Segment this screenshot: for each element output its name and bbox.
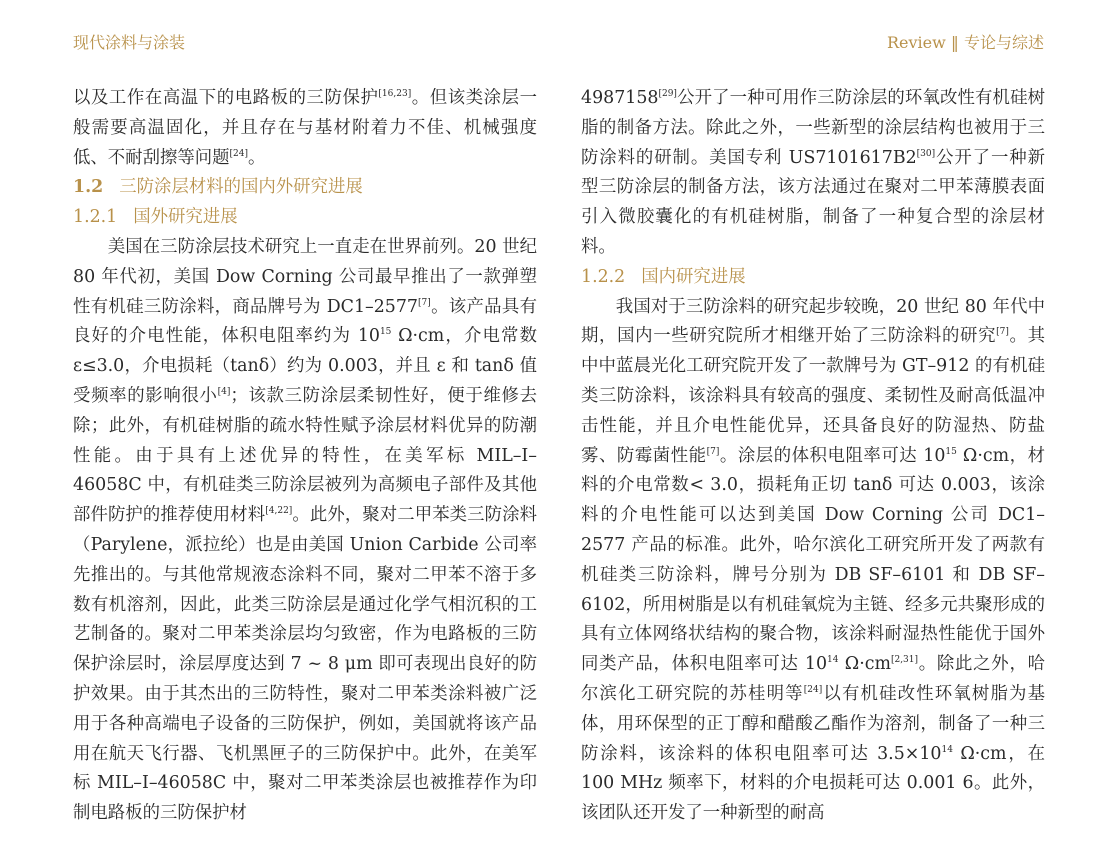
citation: [7]	[996, 327, 1009, 338]
paragraph: 美国在三防涂层技术研究上一直走在世界前列。20 世纪 80 年代初，美国 Dow Corning 公司最早推出了一款弹塑性有机硅三防涂料，商品牌号为 DC1–2577[7]。该产品具有良好的介电性能，体积电阻率约为 $10^{15}$ Ω·cm，介电常数 ε≤3.0，介电损耗（tanδ）约为 0.003，并且 ε 和 tanδ 值受频率的影响很小[4]；该款三防涂层柔韧性好，便于维修去除；此外，有机硅树脂的疏水特性赋予涂层材料优异的防潮性能。由于具有上述优异的特性，在美军标 MIL–I–46058C 中，有机硅类三防涂层被列为高频电子部件及其他部件防护的推荐使用材料[4,22]。此外，聚对二甲苯类三防涂料（Parylene，派拉纶）也是由美国 Union Carbide 公司率先推出的。与其他常规液态涂料不同，聚对二甲苯不溶于多数有机溶剂，因此，此类三防涂层是通过化学气相沉积的工艺制备的。聚对二甲苯类涂层均匀致密，作为电路板的三防保护涂层时，涂层厚度达到 7 ~ 8 μm 即可表现出良好的防护效果。由于其杰出的三防特性，聚对二甲苯类涂料被广泛用于各种高端电子设备的三防保护，例如，美国就将该产品用在航天飞行器、飞机黑匣子的三防保护中。此外，在美军标 MIL–I–46058C 中，聚对二甲苯类涂层也被推荐作为印制电路板的三防保护材	[73, 236, 537, 824]
citation: [16,23]	[378, 89, 412, 99]
citation: [7]	[418, 297, 431, 308]
running-header	[73, 30, 1044, 54]
citation: [24]	[803, 684, 823, 695]
citation: [30]	[916, 148, 936, 159]
citation: [4]	[217, 386, 231, 397]
citation: [2,31]	[890, 655, 919, 666]
subsection-heading-1-2-1: 1.2.1 国外研究进展	[73, 207, 238, 228]
subsection-heading-1-2-2: 1.2.2 国内研究进展	[581, 266, 746, 287]
section-label: Review ‖ 专论与综述	[886, 33, 1044, 52]
paragraph: 我国对于三防涂料的研究起步较晚，20 世纪 80 年代中期，国内一些研究院所才相继开始了三防涂料的研究[7]。其中中蓝晨光化工研究院开发了一款牌号为 GT–912 的有机硅类三防涂料，该涂料具有较高的强度、柔韧性及耐高低温冲击性能，并且介电性能优异，还具备良好的防湿热、防盐雾、防霉菌性能[7]。涂层的体积电阻率可达 $10^{15}$ Ω·cm，材料的介电常数< 3.0，损耗角正切 tanδ 可达 0.003，该涂料的介电性能可以达到美国 Dow Corning 公司 DC1–2577 产品的标准。此外，哈尔滨化工研究所开发了两款有机硅类三防涂料，牌号分别为 DB SF–6101 和 DB SF–6102，所用树脂是以有机硅氧烷为主链、经多元共聚形成的具有立体网络状结构的聚合物，该涂料耐湿热性能优于国外同类产品，体积电阻率可达 $10^{14}$ Ω·cm[2,31]。除此之外，哈尔滨化工研究院的苏桂明等[24]以有机硅改性环氧树脂为基体，用环保型的正丁醇和醋酸乙酯作为溶剂，制备了一种三防涂料，该涂料的体积电阻率可达 $3.5\times 10^{14}$ Ω·cm，在 100 MHz 频率下，材料的介电损耗可达 0.001 6。此外，该团队还开发了一种新型的耐高	[581, 296, 1045, 824]
paragraph: 4987158[29]公开了一种可用作三防涂层的环氧改性有机硅树脂的制备方法。除此之外，一些新型的涂层结构也被用于三防涂料的研制。美国专利 US7101617B2[30]公开了一种新型三防涂层的制备方法，该方法通过在聚对二甲苯薄膜表面引入微胶囊化的有机硅树脂，制备了一种复合型的涂层材料。	[581, 88, 1045, 257]
left-column	[73, 84, 537, 829]
section-heading-1-2: 1.2 三防涂层材料的国内外研究进展	[73, 177, 363, 198]
citation: [24]	[229, 148, 249, 159]
paragraph: 以及工作在高温下的电路板的三防保护[16,23]。但该类涂层一般需要高温固化，并且存在与基材附着力不佳、机械强度低、不耐刮擦等问题[24]。	[73, 88, 537, 168]
journal-title: 现代涂料与涂装	[73, 33, 186, 52]
right-column	[581, 84, 1045, 829]
citation: [29]	[658, 89, 677, 99]
citation: [4,22]	[265, 506, 293, 517]
citation: [7]	[706, 446, 720, 457]
